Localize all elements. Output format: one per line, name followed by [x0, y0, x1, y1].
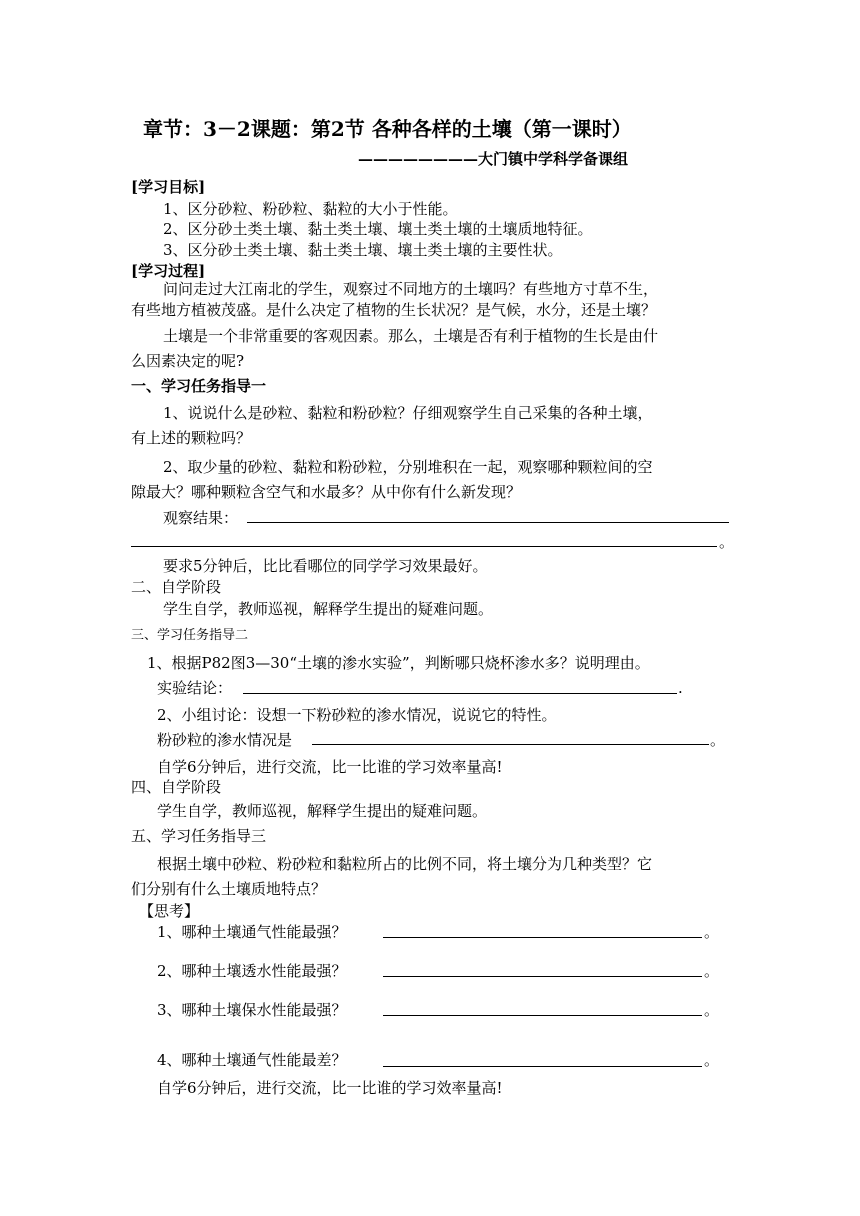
- observation-answer-line-1[interactable]: [247, 522, 729, 523]
- stage2-heading: 二、自学阶段: [131, 578, 222, 596]
- task2-note: 自学6分钟后，进行交流，比一比谁的学习效率量高!: [157, 758, 503, 776]
- seep-period: 。: [710, 731, 726, 749]
- process-paragraph: 土壤是一个非常重要的客观因素。那么，土壤是否有利于植物的生长是由什: [163, 327, 659, 345]
- task2-question: 1、根据P82图3—30“土壤的渗水实验”，判断哪只烧杯渗水多？说明理由。: [147, 654, 650, 672]
- observation-answer-line-2[interactable]: [131, 546, 717, 547]
- stage2-text: 学生自学，教师巡视，解释学生提出的疑难问题。: [163, 600, 494, 618]
- think-answer-line[interactable]: [383, 937, 702, 938]
- think-question: 1、哪种土壤通气性能最强？: [157, 923, 347, 941]
- task1-question: 有上述的颗粒吗？: [131, 429, 252, 447]
- task2-question: 2、小组讨论：设想一下粉砂粒的渗水情况，说说它的特性。: [157, 706, 557, 724]
- think-answer-line[interactable]: [383, 1066, 702, 1067]
- task3-heading: 五、学习任务指导三: [131, 827, 267, 845]
- seep-label: 粉砂粒的渗水情况是: [157, 731, 293, 749]
- task3-paragraph: 们分别有什么土壤质地特点？: [131, 880, 327, 898]
- process-heading: [学习过程]: [131, 262, 206, 280]
- conclusion-label: 实验结论：: [157, 679, 233, 697]
- process-paragraph: 么因素决定的呢?: [131, 352, 245, 370]
- goal-item: 3、区分砂土类土壤、黏土类土壤、壤土类土壤的主要性状。: [163, 241, 563, 259]
- think-answer-line[interactable]: [383, 1015, 702, 1016]
- task1-heading: 一、学习任务指导一: [131, 377, 267, 395]
- task2-heading: 三、学习任务指导二: [131, 628, 249, 643]
- think-period: 。: [704, 1001, 720, 1019]
- task3-note: 自学6分钟后，进行交流，比一比谁的学习效率量高!: [157, 1079, 503, 1097]
- page-title: 章节：3－2课题：第2节 各种各样的土壤（第一课时）: [143, 117, 632, 141]
- observation-period: 。: [719, 533, 735, 551]
- think-question: 3、哪种土壤保水性能最强？: [157, 1001, 347, 1019]
- task1-question: 2、取少量的砂粒、黏粒和粉砂粒，分别堆积在一起，观察哪种颗粒间的空: [163, 458, 653, 476]
- task1-question: 隙最大？哪种颗粒含空气和水最多？从中你有什么新发现？: [131, 483, 522, 501]
- process-paragraph: 问问走过大江南北的学生，观察过不同地方的土壤吗？有些地方寸草不生，: [163, 280, 659, 298]
- observation-label: 观察结果：: [163, 509, 239, 527]
- task1-question: 1、说说什么是砂粒、黏粒和粉砂粒？仔细观察学生自己采集的各种土壤，: [163, 404, 653, 422]
- goals-heading: [学习目标]: [131, 178, 206, 196]
- process-paragraph: 有些地方植被茂盛。是什么决定了植物的生长状况？是气候，水分，还是土壤？: [131, 301, 657, 319]
- task3-paragraph: 根据土壤中砂粒、粉砂粒和黏粒所占的比例不同，将土壤分为几种类型？它: [157, 855, 653, 873]
- think-period: 。: [704, 923, 720, 941]
- think-answer-line[interactable]: [383, 976, 702, 977]
- author-line: ————————大门镇中学科学备课组: [358, 150, 629, 168]
- goal-item: 2、区分砂土类土壤、黏土类土壤、壤土类土壤的土壤质地特征。: [163, 220, 593, 238]
- conclusion-period: .: [678, 679, 683, 697]
- think-heading: 【思考】: [139, 902, 200, 920]
- think-question: 4、哪种土壤通气性能最差？: [157, 1051, 347, 1069]
- seep-answer-line[interactable]: [312, 744, 709, 745]
- goal-item: 1、区分砂粒、粉砂粒、黏粒的大小于性能。: [163, 200, 458, 218]
- stage4-text: 学生自学，教师巡视，解释学生提出的疑难问题。: [157, 802, 488, 820]
- conclusion-answer-line[interactable]: [243, 693, 677, 694]
- think-period: 。: [704, 962, 720, 980]
- stage4-heading: 四、自学阶段: [131, 778, 222, 796]
- think-question: 2、哪种土壤透水性能最强？: [157, 962, 347, 980]
- task1-requirement: 要求5分钟后，比比看哪位的同学学习效果最好。: [163, 557, 488, 575]
- think-period: 。: [704, 1051, 720, 1069]
